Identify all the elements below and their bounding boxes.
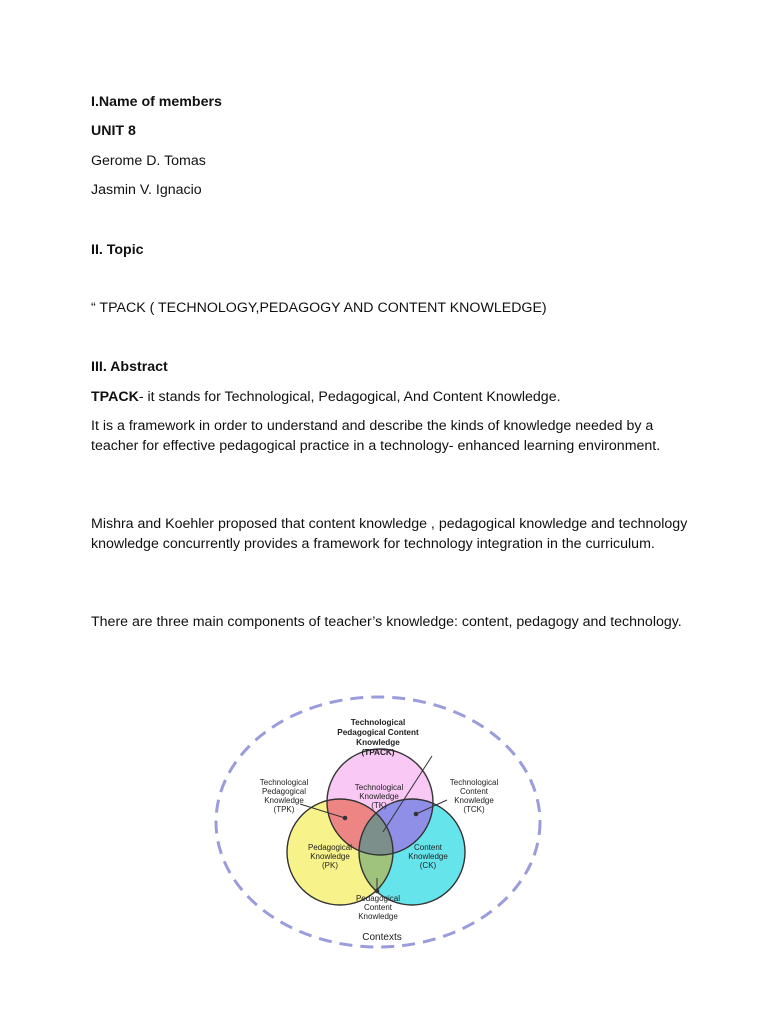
tk-label-line: Technological	[354, 783, 404, 792]
section-3-heading: III. Abstract	[91, 359, 168, 375]
section-1-heading: I.Name of members	[91, 94, 222, 110]
tck-label-line: Knowledge	[454, 796, 494, 805]
section-2-heading: II. Topic	[91, 242, 144, 258]
pck-label-line: Content	[363, 903, 393, 912]
pk-label-line: Knowledge	[310, 852, 350, 861]
tck-label-line: Content	[459, 787, 489, 796]
pck-pointer-dot	[375, 889, 379, 893]
tpack-label-line: Knowledge	[356, 738, 400, 747]
tpk-label-line: Technological	[259, 778, 309, 787]
tpack-label-line: Technological	[350, 718, 406, 727]
ck-label-line: Content	[413, 843, 443, 852]
pck-label-line: Pedagogical	[355, 894, 401, 903]
member-name: Gerome D. Tomas	[91, 153, 206, 169]
tpk-label-line: (TPK)	[273, 805, 295, 814]
tk-label-line: (TK)	[371, 801, 387, 810]
ck-label-line: (CK)	[419, 861, 437, 870]
pck-label-line: Knowledge	[358, 912, 398, 921]
tpack-label-line: (TPACK)	[361, 748, 395, 757]
abstract-paragraph-2: Mishra and Koehler proposed that content knowledge , pedagogical knowledge and technology knowledge concurrently provides a framework for technology integration in the curriculum.	[91, 516, 688, 552]
contexts-label: Contexts	[362, 932, 402, 943]
topic-text: “ TPACK ( TECHNOLOGY,PEDAGOGY AND CONTENT KNOWLEDGE)	[91, 300, 547, 316]
tpack-label-line: Pedagogical Content	[337, 728, 419, 737]
abstract-paragraph-1: It is a framework in order to understand and describe the kinds of knowledge needed by a teacher for effective pedagogical practice in a technology- enhanced learning environment.	[91, 418, 661, 454]
tpk-label-line: Pedagogical	[261, 787, 307, 796]
tpack-term: TPACK	[91, 389, 139, 405]
tck-label-line: (TCK)	[463, 805, 485, 814]
pk-label-line: Pedagogical	[307, 843, 353, 852]
ck-label-line: Knowledge	[408, 852, 448, 861]
tck-pointer-dot	[414, 812, 418, 816]
tpack-definition-text: - it stands for Technological, Pedagogical, And Content Knowledge.	[138, 389, 561, 405]
pk-label-line: (PK)	[322, 861, 338, 870]
tpk-pointer-dot	[343, 816, 347, 820]
tck-label-line: Technological	[449, 778, 499, 787]
unit-label: UNIT 8	[91, 123, 136, 139]
member-name: Jasmin V. Ignacio	[91, 182, 202, 198]
tpk-label-line: Knowledge	[264, 796, 304, 805]
abstract-paragraph-3: There are three main components of teacher’s knowledge: content, pedagogy and technology.	[91, 614, 682, 630]
tk-label-line: Knowledge	[359, 792, 399, 801]
